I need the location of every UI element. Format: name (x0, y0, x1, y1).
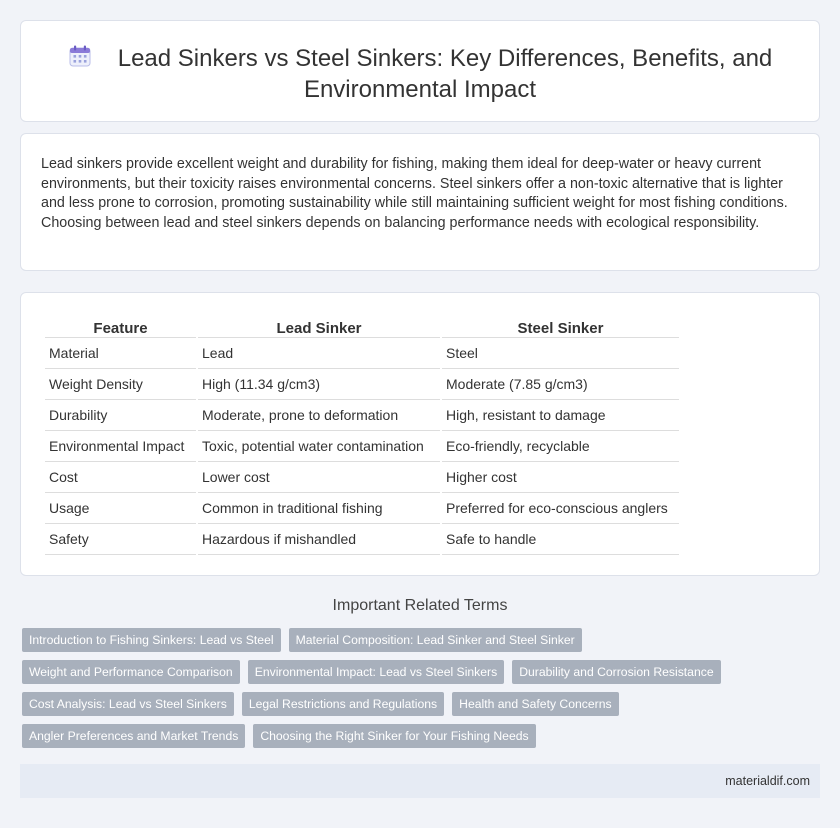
related-term-tag[interactable]: Cost Analysis: Lead vs Steel Sinkers (22, 692, 234, 716)
header-card (20, 20, 820, 122)
header-feature: Feature (45, 316, 196, 338)
related-term-tag[interactable]: Material Composition: Lead Sinker and Steel Sinker (289, 628, 582, 652)
feature-cell: Durability (45, 400, 196, 431)
lead-cell: Moderate, prone to deformation (198, 400, 440, 431)
related-term-tag[interactable]: Choosing the Right Sinker for Your Fishing Needs (253, 724, 535, 748)
steel-cell: Preferred for eco-conscious anglers (442, 493, 679, 524)
lead-cell: Common in traditional fishing (198, 493, 440, 524)
lead-cell: Lead (198, 338, 440, 369)
header-lead-sinker: Lead Sinker (198, 316, 440, 338)
footer-site-link[interactable]: materialdif.com (725, 774, 810, 788)
related-term-tag[interactable]: Health and Safety Concerns (452, 692, 618, 716)
related-terms-list (22, 628, 802, 748)
table-row (45, 462, 679, 493)
lead-cell: Hazardous if mishandled (198, 524, 440, 555)
related-term-tag[interactable]: Angler Preferences and Market Trends (22, 724, 245, 748)
table-header-row (45, 316, 679, 338)
lead-cell: High (11.34 g/cm3) (198, 369, 440, 400)
feature-cell: Safety (45, 524, 196, 555)
related-terms-title: Important Related Terms (332, 597, 508, 614)
table-row (45, 338, 679, 369)
table-row (45, 369, 679, 400)
steel-cell: Steel (442, 338, 679, 369)
steel-cell: Eco-friendly, recyclable (442, 431, 679, 462)
table-row (45, 400, 679, 431)
related-term-tag[interactable]: Environmental Impact: Lead vs Steel Sinkers (248, 660, 505, 684)
feature-cell: Usage (45, 493, 196, 524)
feature-cell: Environmental Impact (45, 431, 196, 462)
page-title (21, 44, 819, 104)
related-term-tag[interactable]: Durability and Corrosion Resistance (512, 660, 720, 684)
calendar-icon (68, 44, 92, 75)
feature-cell: Weight Density (45, 369, 196, 400)
related-term-tag[interactable]: Legal Restrictions and Regulations (242, 692, 444, 716)
intro-card (20, 133, 820, 271)
title-line-2: Environmental Impact (303, 76, 537, 103)
feature-cell: Material (45, 338, 196, 369)
footer (20, 764, 820, 798)
feature-cell: Cost (45, 462, 196, 493)
title-line-1: Lead Sinkers vs Steel Sinkers: Key Differences, Benefits, and (117, 45, 773, 72)
header-steel-sinker: Steel Sinker (442, 316, 679, 338)
steel-cell: Safe to handle (442, 524, 679, 555)
related-term-tag[interactable]: Weight and Performance Comparison (22, 660, 240, 684)
lead-cell: Lower cost (198, 462, 440, 493)
table-row (45, 493, 679, 524)
comparison-card (20, 292, 820, 576)
steel-cell: Higher cost (442, 462, 679, 493)
table-row (45, 431, 679, 462)
steel-cell: Moderate (7.85 g/cm3) (442, 369, 679, 400)
related-term-tag[interactable]: Introduction to Fishing Sinkers: Lead vs Steel (22, 628, 281, 652)
intro-paragraph: Lead sinkers provide excellent weight and durability for fishing, making them ideal for deep-water or heavy current environments, but their toxicity raises environmental concerns. Steel sinkers offer a non-toxic alternative that is lighter and less prone to corrosion, promoting sustainability while still maintaining sufficient weight for most fishing conditions. Choosing between lead and steel sinkers depends on balancing performance needs with ecological responsibility. (41, 156, 788, 231)
steel-cell: High, resistant to damage (442, 400, 679, 431)
table-row (45, 524, 679, 555)
comparison-table (43, 316, 681, 555)
lead-cell: Toxic, potential water contamination (198, 431, 440, 462)
